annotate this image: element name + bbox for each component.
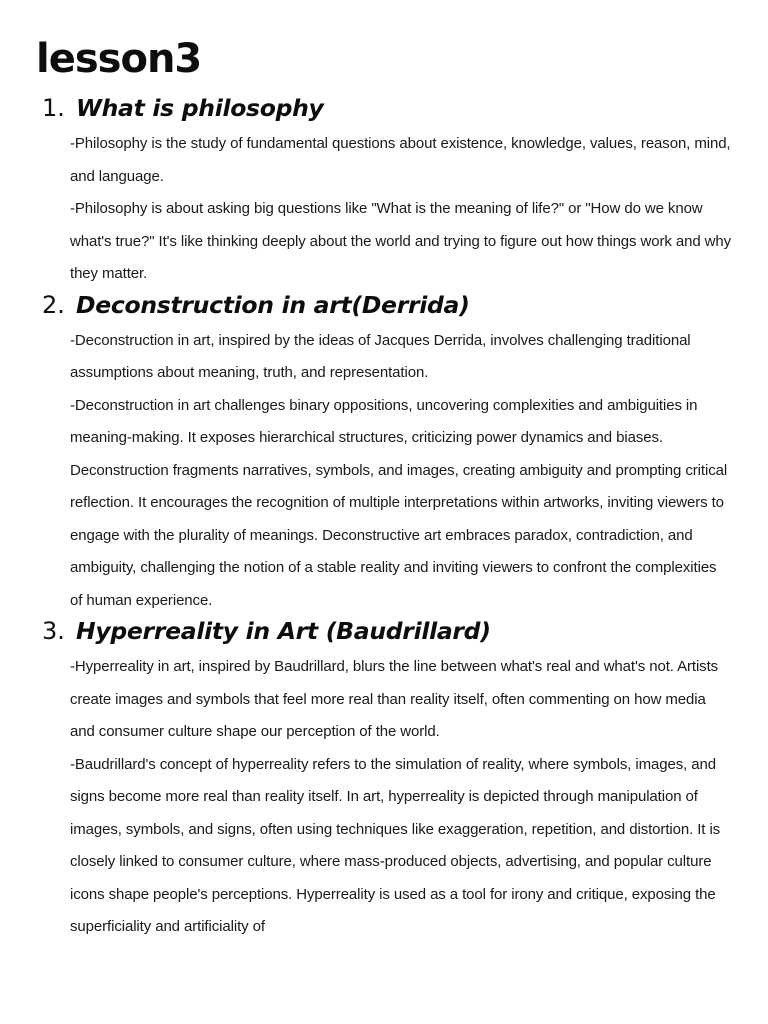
section-number: 1. [42, 94, 65, 122]
section-body [36, 128, 732, 291]
paragraph: -Philosophy is the study of fundamental questions about existence, knowledge, values, reason, mind, and language. [70, 135, 731, 185]
section-heading [36, 94, 732, 128]
section-heading [36, 617, 732, 651]
section-number: 3. [42, 617, 65, 645]
document-title: lesson3 [36, 36, 202, 82]
section-what-is-philosophy [36, 94, 732, 291]
paragraph: -Baudrillard's concept of hyperreality refers to the simulation of reality, where symbols, images, and signs become more real than reality itself. In art, hyperreality is depicted through manipulation of images, symbols, and signs, often using techniques like exaggeration, repetition, and distortion. It is closely linked to consumer culture, where mass-produced objects, advertising, and popular culture icons shape people's perceptions. Hyperreality is used as a tool for irony and critique, exposing the superficiality and artificiality of [70, 755, 721, 935]
section-body [36, 325, 732, 618]
paragraph: -Deconstruction in art, inspired by the ideas of Jacques Derrida, involves challenging traditional assumptions about meaning, truth, and representation. [70, 331, 691, 381]
numbered-section-list [36, 94, 732, 944]
section-heading [36, 291, 732, 325]
paragraph: -Hyperreality in art, inspired by Baudrillard, blurs the line between what's real and what's not. Artists create images and symbols that feel more real than reality itself, often commenting on how media and consumer culture shape our perception of the world. [70, 658, 719, 740]
section-title: Hyperreality in Art (Baudrillard) [76, 617, 491, 645]
section-body [36, 651, 732, 944]
section-deconstruction-in-art [36, 291, 732, 618]
paragraph: -Deconstruction in art challenges binary oppositions, uncovering complexities and ambiguities in meaning-making. It exposes hierarchical structures, criticizing power dynamics and biases. Deconstruction fragments narratives, symbols, and images, creating ambiguity and prompting critical reflection. It encourages the recognition of multiple interpretations within artworks, inviting viewers to engage with the plurality of meanings. Deconstructive art embraces paradox, contradiction, and ambiguity, challenging the notion of a stable reality and inviting viewers to confront the complexities of human experience. [70, 396, 728, 609]
section-title: What is philosophy [76, 94, 324, 122]
paragraph: -Philosophy is about asking big questions like "What is the meaning of life?" or "How do we know what's true?" It's like thinking deeply about the world and trying to figure out how things work and why they matter. [70, 200, 732, 282]
section-title: Deconstruction in art(Derrida) [76, 290, 470, 319]
section-hyperreality-in-art [36, 617, 732, 944]
section-number: 2. [42, 290, 65, 319]
